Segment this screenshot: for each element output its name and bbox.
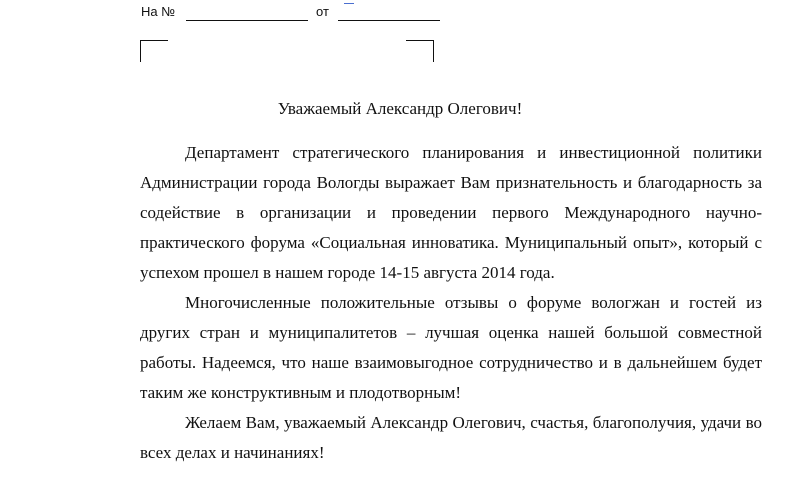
letter-paragraph-wishes: Желаем Вам, уважаемый Александр Олегович, счастья, благополучия, удачи во всех делах и начинаниях! (140, 413, 762, 462)
letter-paragraph-gratitude: Департамент стратегического планирования и инвестиционной политики Администрации города Вологды выражает Вам признательность и благодарность за содействие в организации и проведении первого Международного научно-практического форума «Социальная инноватика. Муниципальный опыт», который с успехом прошел в нашем городе 14-15 августа 2014 года. (140, 143, 762, 282)
reference-number-label: На № (141, 4, 176, 19)
reference-date-label: от (316, 4, 329, 19)
reference-number-field (186, 20, 308, 21)
letter-paragraph-feedback: Многочисленные положительные отзывы о форуме вологжан и гостей из других стран и муниципалитетов – лучшая оценка нашей большой совместной работы. Надеемся, что наше взаимовыгодное сотрудничество и в дальнейшем будет таким же конструктивным и плодотворным! (140, 293, 762, 402)
letter-greeting: Уважаемый Александр Олегович! (277, 99, 523, 118)
reference-date-field (338, 20, 440, 21)
stray-pen-mark (344, 0, 354, 4)
